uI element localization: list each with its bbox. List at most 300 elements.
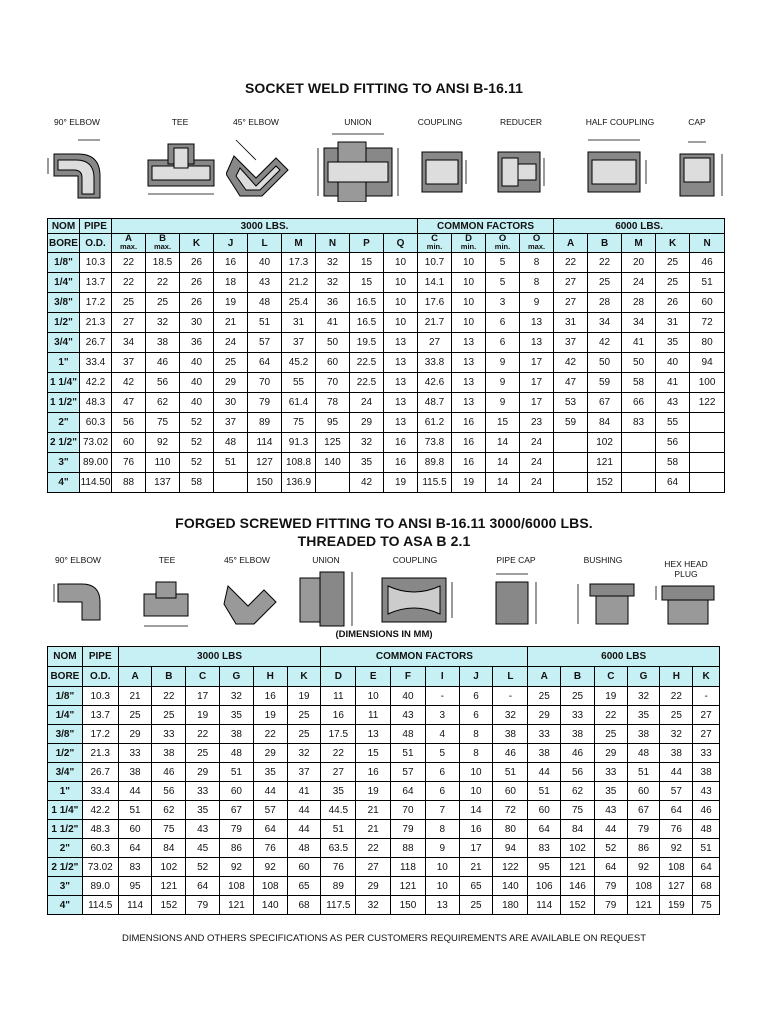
value-cell: 10 [459, 782, 493, 801]
column-header [180, 234, 214, 253]
value-cell: 44 [253, 782, 287, 801]
value-cell: 51 [391, 744, 426, 763]
fitting2-label-union: UNION [312, 555, 340, 565]
value-cell: 48 [627, 744, 660, 763]
value-cell: 37 [112, 353, 146, 373]
value-cell: 19 [287, 687, 321, 706]
header-group-3000: 3000 LBS. [112, 219, 418, 234]
value-cell: 18.5 [146, 253, 180, 273]
tee-drawing [138, 140, 220, 202]
value-cell: 14 [486, 453, 520, 473]
nominal-bore-cell: 3/4" [48, 763, 83, 782]
value-cell: 25 [588, 273, 622, 293]
value-cell: 159 [660, 896, 693, 915]
value-cell: 35 [627, 706, 660, 725]
bushing-drawing [572, 570, 638, 628]
column-header: L [493, 667, 528, 687]
value-cell: 13 [452, 353, 486, 373]
value-cell: 35 [220, 706, 254, 725]
nominal-bore-cell: 1" [48, 353, 80, 373]
column-limit: max. [119, 242, 138, 251]
value-cell: 48.7 [418, 393, 452, 413]
value-cell: 51 [693, 839, 720, 858]
value-cell: 84 [588, 413, 622, 433]
value-cell: 48 [248, 293, 282, 313]
value-cell: 52 [180, 413, 214, 433]
column-letter: M [294, 237, 303, 249]
value-cell: 15 [350, 253, 384, 273]
value-cell: 64 [253, 820, 287, 839]
value-cell: 9 [520, 293, 554, 313]
column-limit: min. [426, 242, 443, 251]
value-cell: 9 [486, 353, 520, 373]
value-cell: 22 [152, 687, 186, 706]
pipe-od-cell: 73.02 [82, 858, 118, 877]
value-cell: 80 [493, 820, 528, 839]
value-cell: 46 [152, 763, 186, 782]
value-cell: 46 [146, 353, 180, 373]
hex-head-plug-drawing [652, 580, 720, 628]
value-cell: 114 [248, 433, 282, 453]
value-cell: 29 [253, 744, 287, 763]
value-cell: 60 [118, 820, 152, 839]
value-cell: 46 [561, 744, 595, 763]
value-cell: 95 [316, 413, 350, 433]
value-cell: 83 [528, 839, 561, 858]
value-cell: 40 [391, 687, 426, 706]
dimensions-note: (DIMENSIONS IN MM) [335, 629, 433, 640]
value-cell [622, 433, 656, 453]
nominal-bore-cell: 3/8" [48, 293, 80, 313]
value-cell: 59 [588, 373, 622, 393]
value-cell: 56 [561, 763, 595, 782]
value-cell: 29 [528, 706, 561, 725]
value-cell: 38 [627, 725, 660, 744]
value-cell: 10 [425, 877, 459, 896]
value-cell: 28 [622, 293, 656, 313]
value-cell: 60 [112, 433, 146, 453]
value-cell: 29 [356, 877, 391, 896]
value-cell: 6 [459, 687, 493, 706]
value-cell: 106 [528, 877, 561, 896]
value-cell: 15 [356, 744, 391, 763]
value-cell: 25.4 [282, 293, 316, 313]
value-cell: 137 [146, 473, 180, 493]
value-cell: 10 [452, 273, 486, 293]
nominal-bore-cell: 1/8" [48, 253, 80, 273]
value-cell: 52 [180, 433, 214, 453]
value-cell: 43 [656, 393, 690, 413]
value-cell: 140 [253, 896, 287, 915]
value-cell: 9 [486, 393, 520, 413]
value-cell: 35 [656, 333, 690, 353]
column-letter: L [261, 237, 268, 249]
value-cell: 27 [554, 293, 588, 313]
value-cell: 27 [693, 725, 720, 744]
value-cell: 58 [656, 453, 690, 473]
value-cell: 92 [220, 858, 254, 877]
value-cell: 25 [186, 744, 220, 763]
nominal-bore-cell: 1 1/4" [48, 801, 83, 820]
header-nom: NOM [48, 219, 80, 234]
value-cell: 108 [627, 877, 660, 896]
column-header [214, 234, 248, 253]
column-header: K [287, 667, 321, 687]
value-cell: 51 [627, 763, 660, 782]
value-cell: 42 [112, 373, 146, 393]
value-cell: 32 [146, 313, 180, 333]
value-cell: 13 [425, 896, 459, 915]
value-cell: 10 [452, 313, 486, 333]
value-cell: 48 [220, 744, 254, 763]
value-cell: 75 [693, 896, 720, 915]
value-cell: 33.8 [418, 353, 452, 373]
value-cell: 21 [214, 313, 248, 333]
value-cell: 5 [486, 253, 520, 273]
value-cell: 6 [486, 333, 520, 353]
value-cell: 43 [693, 782, 720, 801]
pipe-od-cell: 114.50 [80, 473, 112, 493]
value-cell: 25 [152, 706, 186, 725]
reducer-drawing [494, 146, 550, 198]
value-cell: 92 [146, 433, 180, 453]
value-cell: 27 [356, 858, 391, 877]
value-cell: 24 [520, 473, 554, 493]
value-cell: 121 [391, 877, 426, 896]
value-cell: 9 [425, 839, 459, 858]
value-cell: 47 [554, 373, 588, 393]
value-cell: 52 [180, 453, 214, 473]
value-cell: 150 [391, 896, 426, 915]
value-cell: 23 [520, 413, 554, 433]
value-cell: 16 [356, 763, 391, 782]
header-od: O.D. [82, 667, 118, 687]
column-header: H [660, 667, 693, 687]
value-cell: 76 [112, 453, 146, 473]
value-cell: 79 [594, 877, 627, 896]
value-cell: 40 [180, 353, 214, 373]
value-cell [622, 473, 656, 493]
value-cell: 56 [112, 413, 146, 433]
pipe-od-cell: 10.3 [80, 253, 112, 273]
table-row [48, 313, 725, 333]
column-header [588, 234, 622, 253]
column-letter: K [668, 237, 677, 249]
value-cell: 24 [350, 393, 384, 413]
column-limit: min. [494, 242, 511, 251]
union-screwed-drawing [294, 566, 360, 628]
value-cell: 13 [384, 333, 418, 353]
value-cell: 19 [452, 473, 486, 493]
nominal-bore-cell: 1/2" [48, 313, 80, 333]
value-cell: 62 [561, 782, 595, 801]
column-letter: Q [396, 237, 405, 249]
nominal-bore-cell: 2" [48, 413, 80, 433]
column-header [690, 234, 725, 253]
fitting-label-union: UNION [344, 117, 372, 127]
value-cell: 22 [588, 253, 622, 273]
value-cell: 14 [486, 473, 520, 493]
header-pipe: PIPE [82, 647, 118, 667]
value-cell: 27 [693, 706, 720, 725]
column-header: B [152, 667, 186, 687]
nominal-bore-cell: 3/4" [48, 333, 80, 353]
value-cell: 146 [561, 877, 595, 896]
value-cell: 13 [452, 333, 486, 353]
value-cell: 40 [248, 253, 282, 273]
value-cell: 76 [253, 839, 287, 858]
value-cell: 19 [356, 782, 391, 801]
value-cell: 37 [214, 413, 248, 433]
value-cell: 121 [561, 858, 595, 877]
value-cell: 152 [588, 473, 622, 493]
value-cell: 44 [287, 801, 321, 820]
column-header: C [594, 667, 627, 687]
value-cell: 114 [528, 896, 561, 915]
value-cell: 48 [214, 433, 248, 453]
column-header [316, 234, 350, 253]
value-cell: 95 [528, 858, 561, 877]
value-cell: 25 [656, 253, 690, 273]
value-cell: 115.5 [418, 473, 452, 493]
value-cell: 21.7 [418, 313, 452, 333]
value-cell: 10 [384, 273, 418, 293]
value-cell: 21.2 [282, 273, 316, 293]
value-cell: 22 [112, 273, 146, 293]
value-cell: 21 [356, 801, 391, 820]
section2-title-line1: FORGED SCREWED FITTING TO ANSI B-16.11 3000/6000 LBS. [175, 515, 593, 531]
table-row [48, 453, 725, 473]
value-cell: 33 [594, 763, 627, 782]
cap-drawing [674, 132, 730, 200]
value-cell: 22 [321, 744, 356, 763]
value-cell: 51 [528, 782, 561, 801]
value-cell: 55 [282, 373, 316, 393]
value-cell: 42 [554, 353, 588, 373]
value-cell: 13 [384, 373, 418, 393]
value-cell: 16 [214, 253, 248, 273]
value-cell: 110 [146, 453, 180, 473]
table-row [48, 820, 720, 839]
value-cell: 22.5 [350, 373, 384, 393]
value-cell: 22.5 [350, 353, 384, 373]
value-cell: 30 [180, 313, 214, 333]
value-cell: 75 [561, 801, 595, 820]
pipe-od-cell: 33.4 [80, 353, 112, 373]
pipe-od-cell: 114.5 [82, 896, 118, 915]
value-cell: 16 [452, 413, 486, 433]
value-cell: 61.2 [418, 413, 452, 433]
value-cell: 17.6 [418, 293, 452, 313]
value-cell: 35 [594, 782, 627, 801]
value-cell: 22 [146, 273, 180, 293]
column-header [248, 234, 282, 253]
value-cell: 79 [594, 896, 627, 915]
value-cell: 92 [627, 858, 660, 877]
value-cell: 20 [622, 253, 656, 273]
nominal-bore-cell: 2 1/2" [48, 858, 83, 877]
value-cell: 6 [459, 706, 493, 725]
value-cell: 8 [425, 820, 459, 839]
value-cell: 44 [528, 763, 561, 782]
value-cell: 36 [180, 333, 214, 353]
column-header [622, 234, 656, 253]
nominal-bore-cell: 1/4" [48, 273, 80, 293]
value-cell: 38 [693, 763, 720, 782]
coupling-drawing [418, 146, 470, 198]
value-cell: 19 [253, 706, 287, 725]
nominal-bore-cell: 4" [48, 473, 80, 493]
column-header: B [561, 667, 595, 687]
value-cell: 108 [220, 877, 254, 896]
value-cell: 13 [384, 353, 418, 373]
value-cell: 79 [391, 820, 426, 839]
value-cell: 16 [459, 820, 493, 839]
value-cell: 21 [459, 858, 493, 877]
value-cell: 10 [459, 763, 493, 782]
value-cell: 10 [384, 313, 418, 333]
pipe-od-cell: 10.3 [82, 687, 118, 706]
value-cell: 22 [554, 253, 588, 273]
value-cell: 60 [528, 801, 561, 820]
table-row [48, 293, 725, 313]
value-cell: 64 [528, 820, 561, 839]
column-header [520, 234, 554, 253]
column-letter: B [600, 237, 609, 249]
value-cell: 79 [186, 896, 220, 915]
value-cell: 42.6 [418, 373, 452, 393]
value-cell: 89.8 [418, 453, 452, 473]
value-cell: 89 [321, 877, 356, 896]
value-cell: 29 [214, 373, 248, 393]
value-cell: 72 [493, 801, 528, 820]
value-cell: 46 [690, 253, 725, 273]
section2-title-line2: THREADED TO ASA B 2.1 [297, 533, 471, 549]
nominal-bore-cell: 1 1/2" [48, 393, 80, 413]
value-cell: 7 [425, 801, 459, 820]
column-letter: C [431, 233, 438, 244]
pipe-od-cell: 17.2 [82, 725, 118, 744]
value-cell: 64 [391, 782, 426, 801]
value-cell: 57 [253, 801, 287, 820]
value-cell: 62 [152, 801, 186, 820]
value-cell: 63.5 [321, 839, 356, 858]
value-cell: 22 [660, 687, 693, 706]
value-cell: 75 [152, 820, 186, 839]
value-cell: 17.5 [321, 725, 356, 744]
column-letter: O [532, 233, 541, 244]
value-cell: 51 [321, 820, 356, 839]
value-cell: 29 [186, 763, 220, 782]
table-row [48, 858, 720, 877]
tee-screwed-drawing [130, 578, 194, 632]
value-cell: 33 [152, 725, 186, 744]
value-cell: 34 [588, 313, 622, 333]
value-cell: 25 [594, 725, 627, 744]
fitting2-label-45-elbow: 45° ELBOW [224, 555, 270, 565]
value-cell: 121 [152, 877, 186, 896]
value-cell: 32 [316, 253, 350, 273]
fitting-label-half-coupling: HALF COUPLING [585, 117, 655, 127]
header-bore: BORE [48, 234, 80, 253]
value-cell: 60 [493, 782, 528, 801]
value-cell: 47 [112, 393, 146, 413]
value-cell [690, 473, 725, 493]
value-cell: 8 [520, 253, 554, 273]
table-row [48, 744, 720, 763]
value-cell: 5 [425, 744, 459, 763]
nominal-bore-cell: 1/8" [48, 687, 83, 706]
value-cell: 60 [220, 782, 254, 801]
value-cell: 10 [452, 253, 486, 273]
column-header [554, 234, 588, 253]
value-cell: 57 [391, 763, 426, 782]
value-cell: 58 [180, 473, 214, 493]
value-cell: 79 [627, 820, 660, 839]
value-cell: 180 [493, 896, 528, 915]
value-cell: 10 [356, 687, 391, 706]
value-cell: 64 [248, 353, 282, 373]
value-cell: 136.9 [282, 473, 316, 493]
value-cell: 22 [186, 725, 220, 744]
value-cell [316, 473, 350, 493]
value-cell: 75 [146, 413, 180, 433]
column-header [384, 234, 418, 253]
value-cell: 10.7 [418, 253, 452, 273]
value-cell: 86 [220, 839, 254, 858]
value-cell: 40 [656, 353, 690, 373]
value-cell: 17 [520, 393, 554, 413]
pipe-od-cell: 17.2 [80, 293, 112, 313]
value-cell [214, 473, 248, 493]
value-cell: 16.5 [350, 293, 384, 313]
value-cell: 25 [146, 293, 180, 313]
pipe-od-cell: 13.7 [82, 706, 118, 725]
table-row [48, 273, 725, 293]
value-cell: 48 [391, 725, 426, 744]
value-cell [690, 453, 725, 473]
value-cell: 108 [660, 858, 693, 877]
table-row [48, 413, 725, 433]
value-cell: 32 [287, 744, 321, 763]
column-header [656, 234, 690, 253]
table-row [48, 393, 725, 413]
value-cell: - [693, 687, 720, 706]
value-cell: 42 [350, 473, 384, 493]
coupling-screwed-drawing [376, 570, 460, 626]
value-cell: 56 [146, 373, 180, 393]
value-cell: 45 [186, 839, 220, 858]
value-cell: 3 [486, 293, 520, 313]
table-row [48, 353, 725, 373]
value-cell: 102 [561, 839, 595, 858]
value-cell: 50 [588, 353, 622, 373]
nominal-bore-cell: 1/4" [48, 706, 83, 725]
value-cell: 17 [186, 687, 220, 706]
value-cell: 6 [486, 313, 520, 333]
value-cell: 35 [253, 763, 287, 782]
value-cell: 21 [356, 820, 391, 839]
table-row [48, 725, 720, 744]
value-cell: 33 [118, 744, 152, 763]
value-cell: 4 [425, 725, 459, 744]
value-cell: 15 [350, 273, 384, 293]
value-cell: 17 [520, 373, 554, 393]
value-cell: 27 [418, 333, 452, 353]
value-cell: 75 [282, 413, 316, 433]
value-cell: 24 [214, 333, 248, 353]
header-pipe: PIPE [80, 219, 112, 234]
